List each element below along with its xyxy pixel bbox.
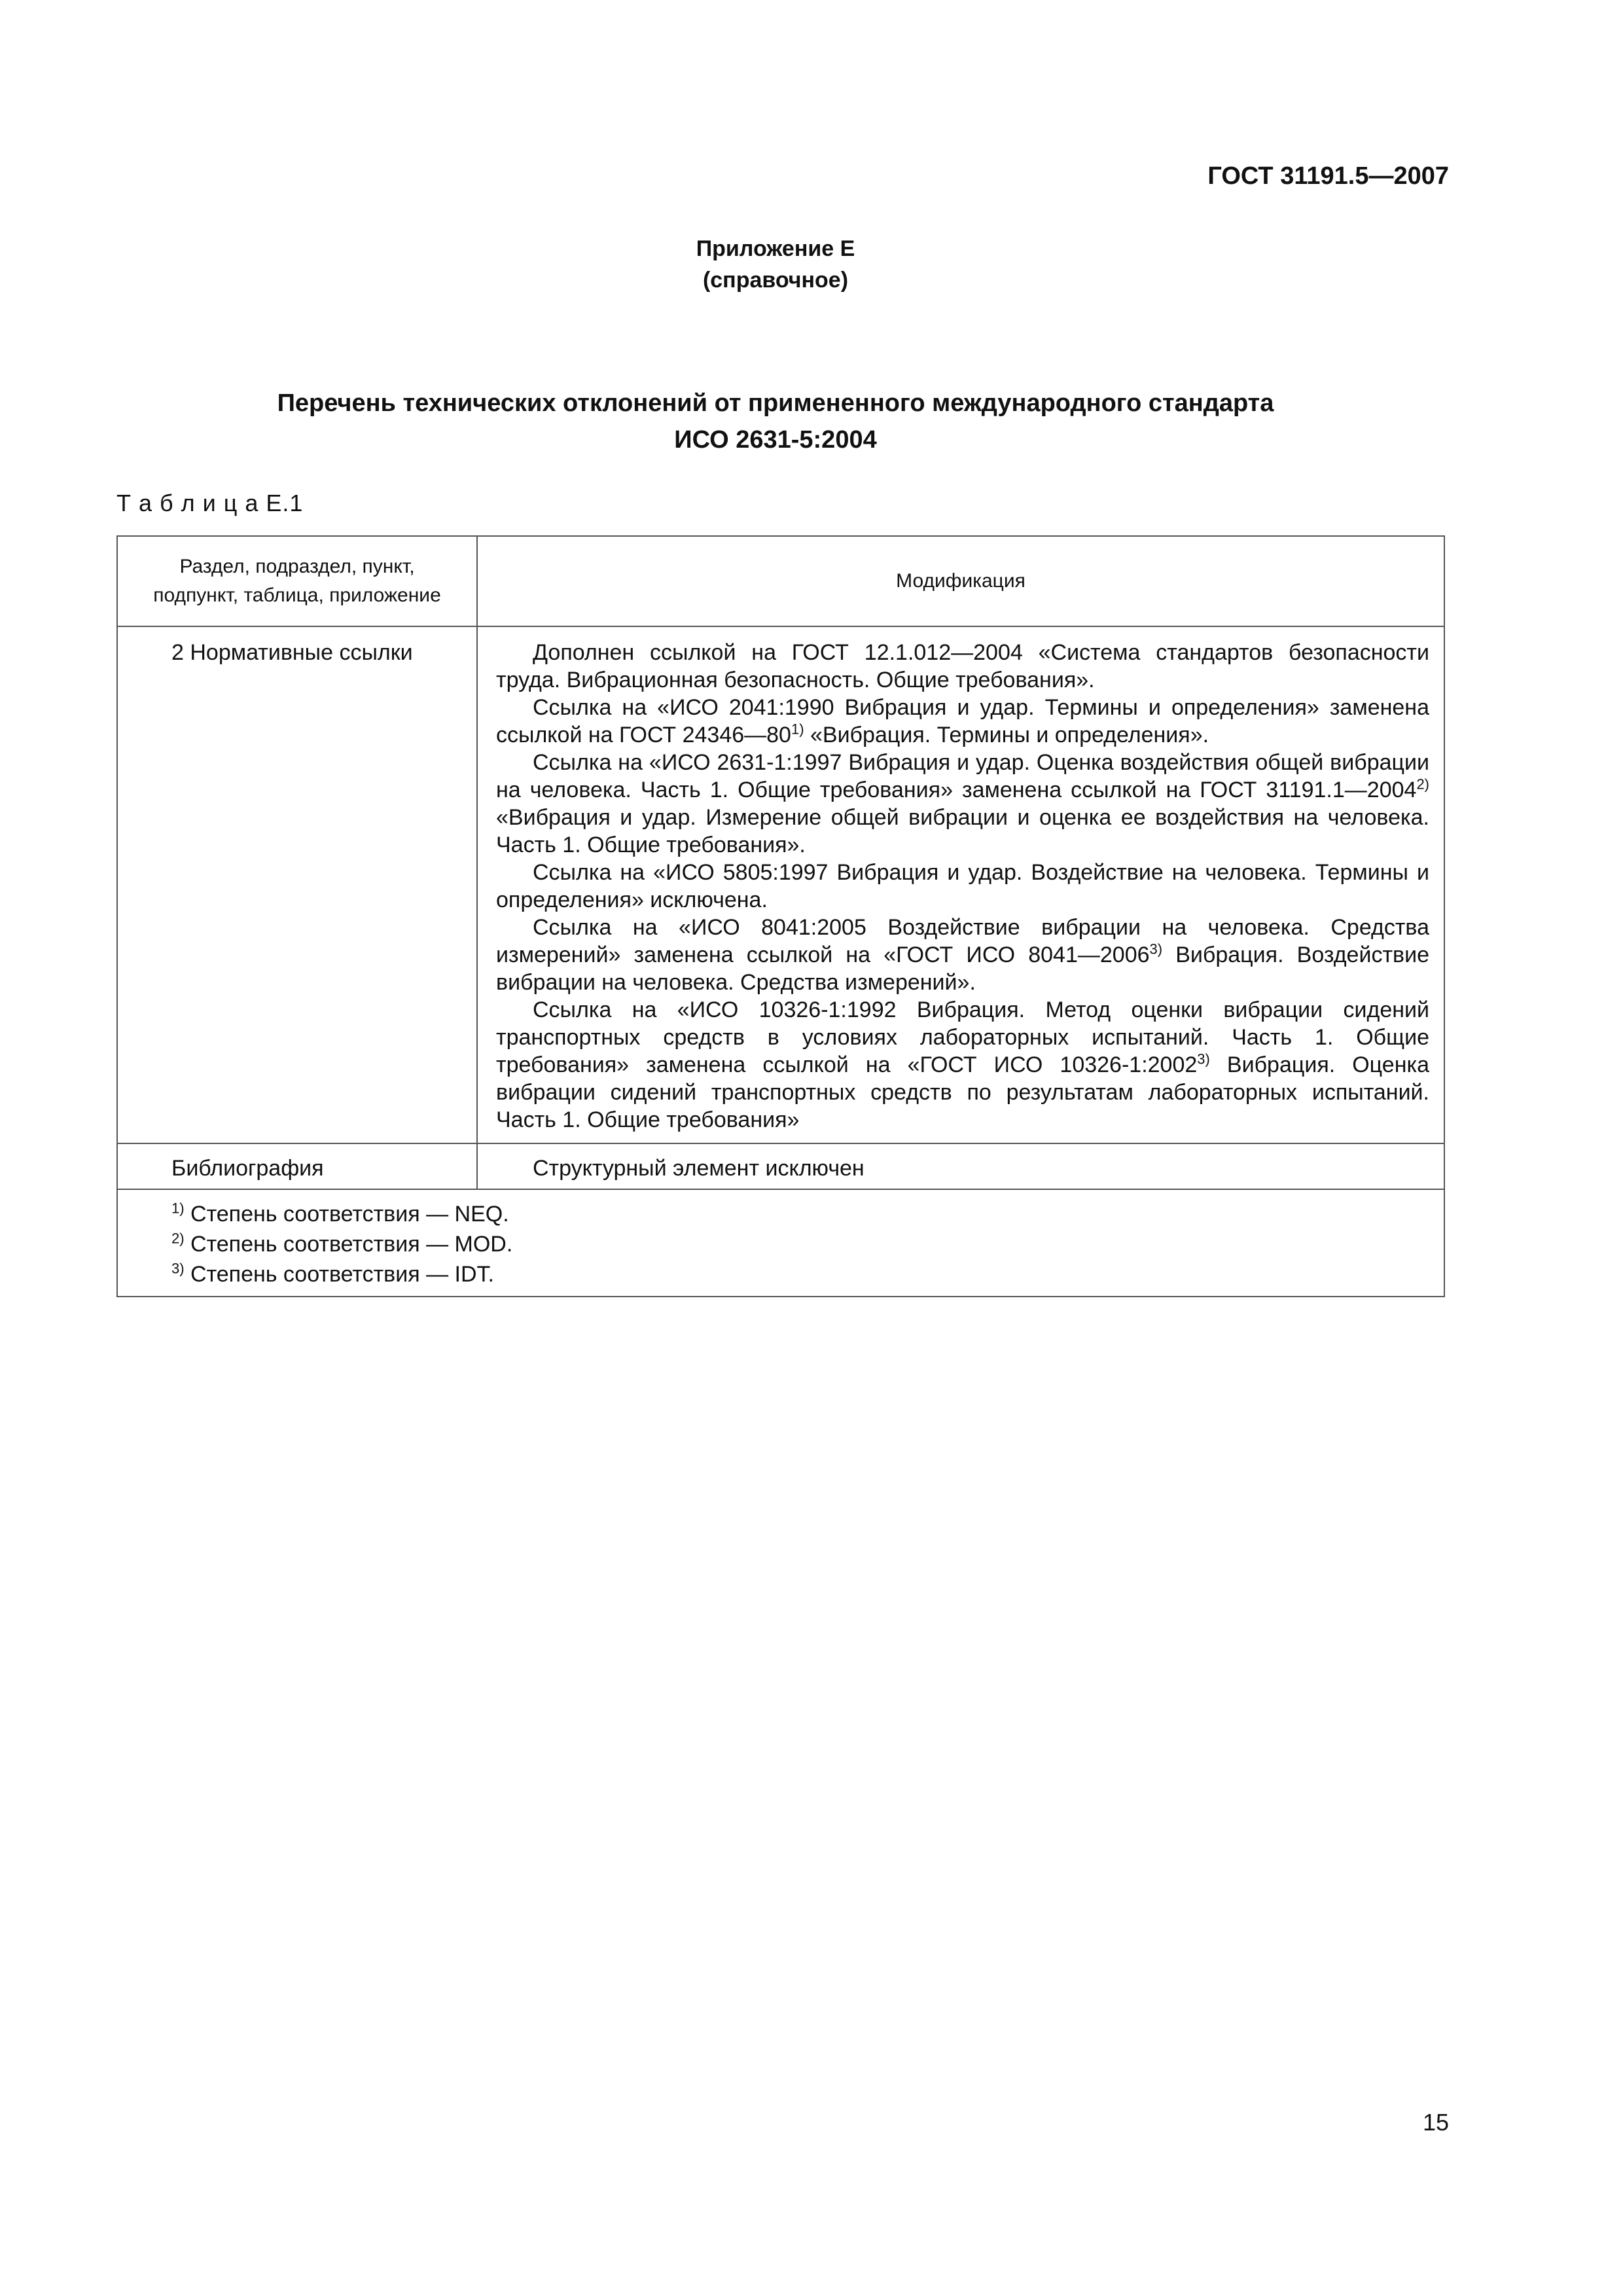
modification-paragraph	[496, 749, 1429, 859]
footnote	[171, 1199, 512, 1229]
appendix-label: Приложение Е	[696, 236, 855, 261]
section-cell: Библиография	[118, 1144, 478, 1189]
footnote-ref: 1)	[791, 721, 804, 738]
paragraph-text: Вибрация. Воздействие вибрации на человека. Средства измерений».	[496, 942, 1429, 995]
modification-cell	[478, 627, 1444, 1143]
header-section-line-1: Раздел, подраздел, пункт,	[179, 556, 415, 577]
title-line-1: Перечень технических отклонений от примененного международного стандарта	[277, 389, 1274, 417]
footnote-mark: 1)	[171, 1200, 185, 1217]
page-number: 15	[1422, 2109, 1449, 2136]
table-row	[118, 627, 1444, 1144]
modification-paragraph	[496, 694, 1429, 749]
title-line-2: ИСО 2631-5:2004	[674, 426, 877, 454]
footnote-text: Степень соответствия — NEQ.	[184, 1202, 509, 1227]
document-code: ГОСТ 31191.5—2007	[1207, 162, 1449, 190]
paragraph-text: Ссылка на «ИСО 2041:1990 Вибрация и удар. Термины и определения» заменена ссылкой на ГОСТ 24346—80	[496, 695, 1429, 747]
modification-paragraph	[496, 996, 1429, 1134]
modification-cell: Структурный элемент исключен	[533, 1156, 865, 1181]
header-cell-modification: Модификация	[896, 570, 1026, 592]
appendix-type: (справочное)	[702, 268, 849, 293]
table-notes-row	[118, 1190, 1444, 1296]
paragraph-text: Ссылка на «ИСО 2631-1:1997 Вибрация и удар. Оценка воздействия общей вибрации на человека. Часть 1. Общие требования» заменена ссылкой на ГОСТ 31191.1—2004	[496, 750, 1429, 802]
footnote-ref: 3)	[1149, 941, 1163, 958]
footnote-text: Степень соответствия — IDT.	[184, 1262, 494, 1287]
section-cell: 2 Нормативные ссылки	[118, 627, 478, 1143]
header-section-line-2: подпункт, таблица, приложение	[153, 584, 441, 606]
page-title	[0, 385, 1551, 458]
modification-paragraph: Ссылка на «ИСО 5805:1997 Вибрация и удар. Воздействие на человека. Термины и определения» исключена.	[496, 860, 1429, 912]
paragraph-text: Вибрация. Оценка вибрации сидений транспортных средств по результатам лабораторных испытаний. Часть 1. Общие требования»	[496, 1052, 1429, 1132]
footnote	[171, 1259, 512, 1289]
table-header-row	[118, 537, 1444, 627]
footnote-text: Степень соответствия — MOD.	[184, 1232, 513, 1257]
footnote-ref: 2)	[1416, 776, 1429, 793]
header-cell-section	[118, 537, 478, 626]
footnote-ref: 3)	[1197, 1050, 1210, 1067]
table-row	[118, 1144, 1444, 1190]
paragraph-text: «Вибрация. Термины и определения».	[804, 723, 1209, 747]
footnotes	[118, 1190, 512, 1296]
modification-paragraph: Дополнен ссылкой на ГОСТ 12.1.012—2004 «Система стандартов безопасности труда. Вибрационная безопасность. Общие требования».	[496, 640, 1429, 692]
footnote-mark: 3)	[171, 1260, 185, 1277]
paragraph-text: «Вибрация и удар. Измерение общей вибрации и оценка ее воздействия на человека. Часть 1. Общие требования».	[496, 805, 1429, 857]
footnote	[171, 1229, 512, 1259]
paragraph-text: Ссылка на «ИСО 8041:2005 Воздействие вибрации на человека. Средства измерений» заменена ссылкой на «ГОСТ ИСО 8041—2006	[496, 915, 1429, 967]
table-caption: Т а б л и ц а Е.1	[116, 490, 304, 516]
deviations-table	[116, 535, 1445, 1297]
paragraph-text: Ссылка на «ИСО 10326-1:1992 Вибрация. Метод оценки вибрации сидений транспортных средств в условиях лабораторных испытаний. Часть 1. Общие требования» заменена ссылкой на «ГОСТ ИСО 10326-1:2002	[496, 997, 1429, 1077]
appendix-heading	[0, 233, 1551, 296]
footnote-mark: 2)	[171, 1230, 185, 1247]
modification-paragraph	[496, 914, 1429, 996]
